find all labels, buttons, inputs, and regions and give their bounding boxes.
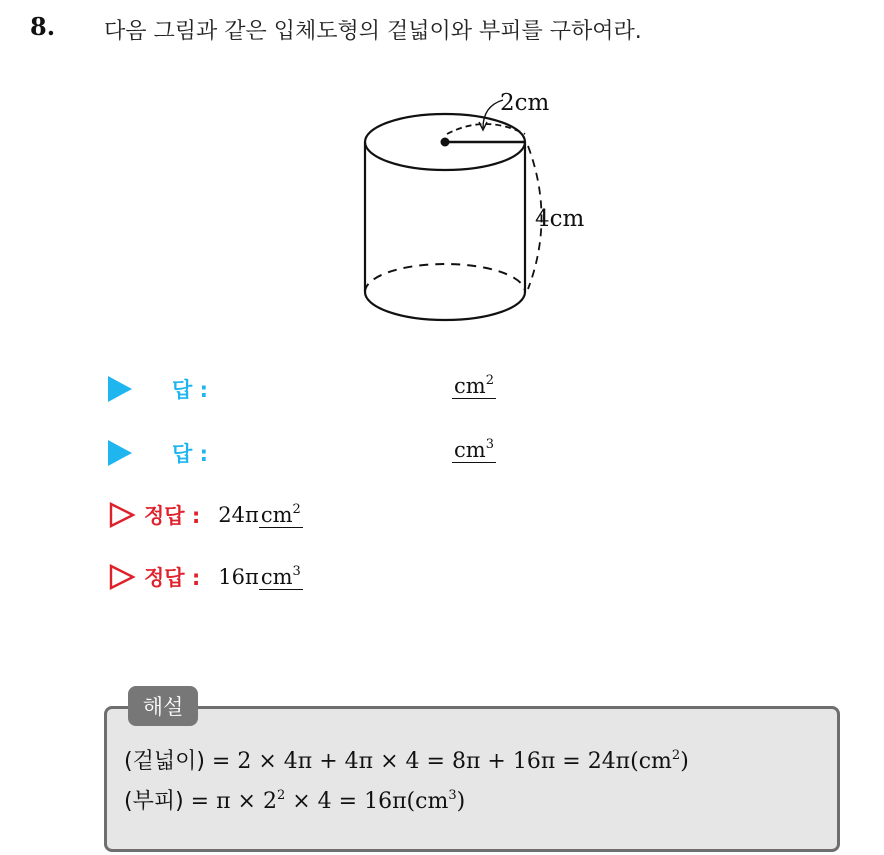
play-triangle-icon bbox=[108, 376, 132, 402]
answer-label: 답 : bbox=[172, 442, 208, 466]
answer-blank-1[interactable]: $cm^2$ bbox=[454, 373, 494, 398]
correct-answer-label: 정답 : bbox=[144, 566, 201, 590]
height-label: 4cm bbox=[535, 206, 585, 232]
cylinder-figure bbox=[355, 84, 615, 334]
correct-answer-row-2 bbox=[108, 560, 303, 594]
play-triangle-icon bbox=[108, 440, 132, 466]
correct-answer-label: 정답 : bbox=[144, 504, 201, 528]
explanation-tag: 해설 bbox=[128, 686, 198, 726]
explanation-box bbox=[104, 706, 840, 852]
correct-answer-value: 16πcm$^3$ bbox=[218, 564, 301, 589]
correct-answer-row-1 bbox=[108, 498, 303, 532]
cylinder-bottom-front bbox=[365, 292, 525, 320]
correct-answer-value: 24πcm$^2$ bbox=[218, 502, 301, 527]
explanation-line-volume: (부피) = $\pi \times 2^2 \times 4 = 16\pi(cm^3)$ bbox=[124, 788, 466, 814]
cylinder-bottom-back bbox=[365, 264, 525, 292]
explanation-line-surface-area: (겉넓이) = $2 \times 4\pi + 4\pi \times 4 = 8\pi + 16\pi = 24\pi(cm^2)$ bbox=[124, 748, 689, 774]
answer-label: 답 : bbox=[172, 378, 208, 402]
outline-triangle-icon bbox=[108, 501, 136, 529]
question-number: 8. bbox=[30, 12, 56, 41]
answer-row-1 bbox=[108, 372, 208, 406]
answer-row-2 bbox=[108, 436, 208, 470]
radius-label: 2cm bbox=[500, 90, 550, 116]
question-text: 다음 그림과 같은 입체도형의 겉넓이와 부피를 구하여라. bbox=[104, 19, 642, 44]
outline-triangle-icon bbox=[108, 563, 136, 591]
answer-blank-2[interactable]: $cm^3$ bbox=[454, 437, 494, 462]
